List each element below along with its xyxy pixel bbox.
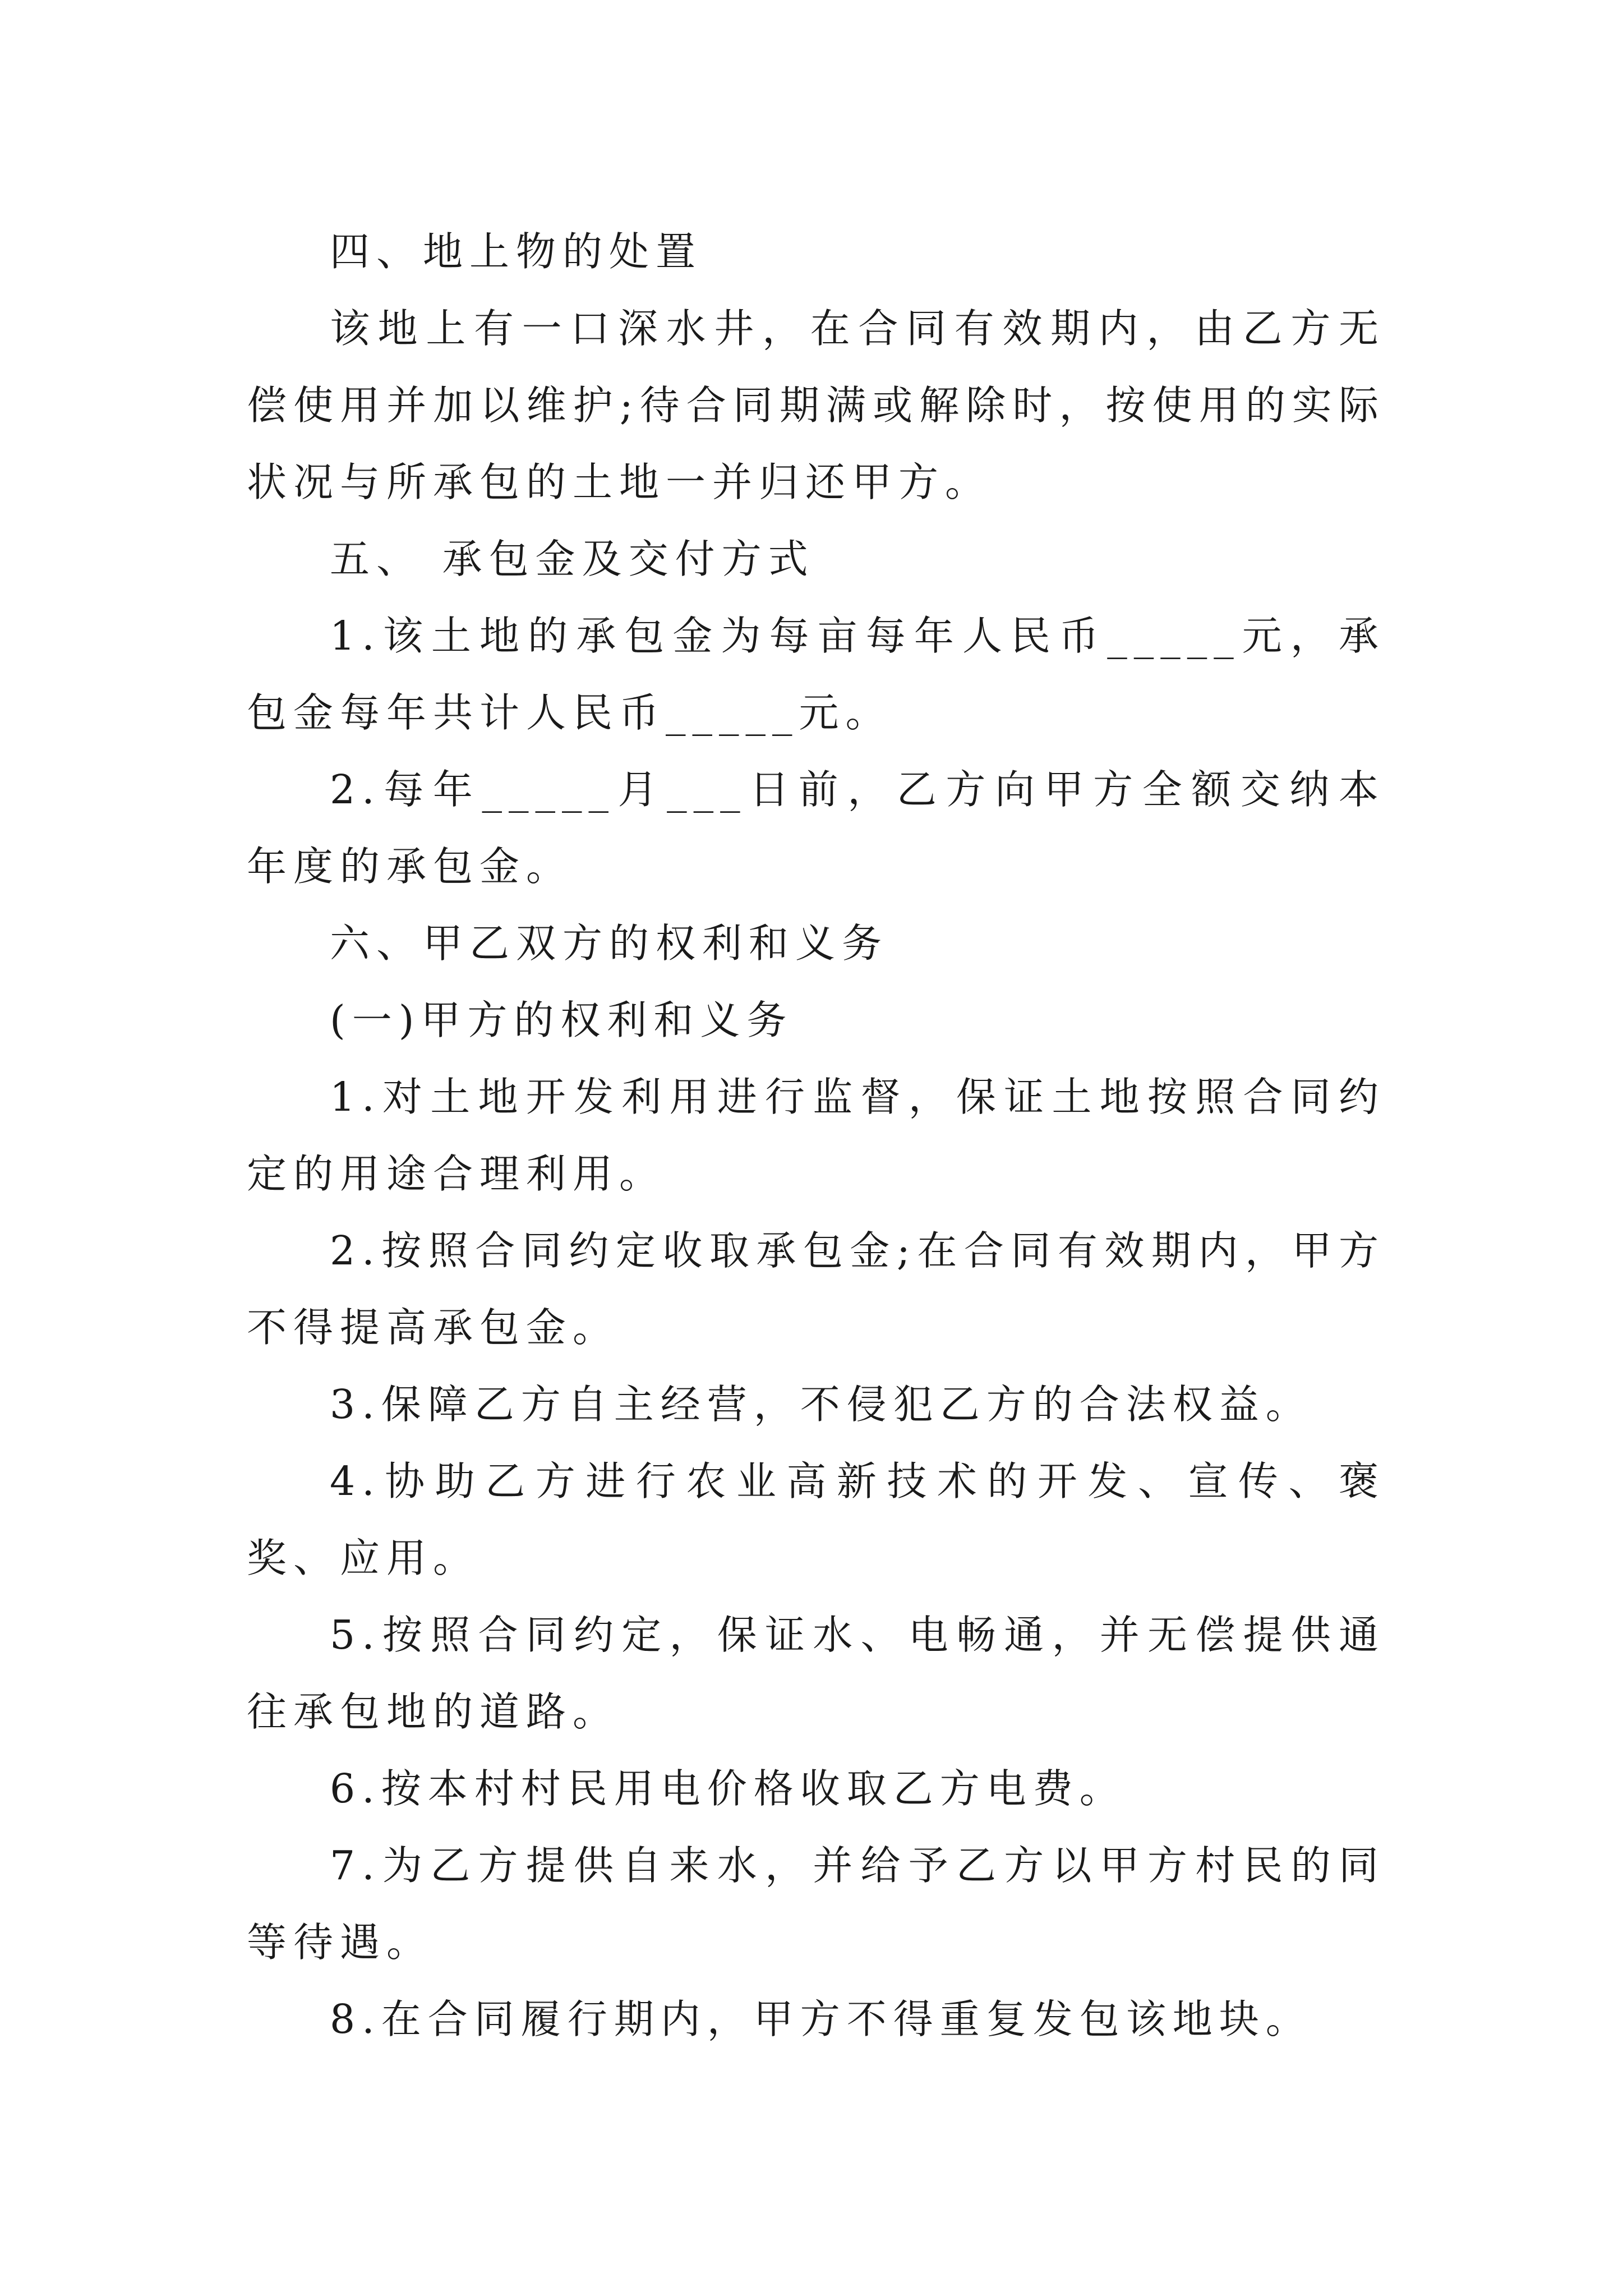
clause-5-2: 2.每年_____月___日前，乙方向甲方全额交纳本年度的承包金。 [247,766,1385,890]
clause-6-1-1: 1.对土地开发利用进行监督，保证土地按照合同约定的用途合理利用。 [247,1074,1385,1197]
clause-6-1-2: 2.按照合同约定收取承包金;在合同有效期内，甲方不得提高承包金。 [247,1227,1385,1351]
section-heading-5: 五、 承包金及交付方式 [330,536,815,582]
clause-6-1-8: 8.在合同履行期内，甲方不得重复发包该地块。 [330,1996,1312,2042]
clause-6-1-4: 4.协助乙方进行农业高新技术的开发、宣传、褒奖、应用。 [247,1458,1385,1581]
clause-6-1-7: 7.为乙方提供自来水，并给予乙方以甲方村民的同等待遇。 [247,1842,1385,1966]
section-heading-6: 六、甲乙双方的权利和义务 [330,920,889,967]
clause-6-1-5: 5.按照合同约定，保证水、电畅通，并无偿提供通往承包地的道路。 [247,1612,1385,1735]
clause-6-1-6: 6.按本村村民用电价格收取乙方电费。 [330,1765,1126,1812]
section-heading-4: 四、地上物的处置 [330,228,703,275]
paragraph-well-disposal: 该地上有一口深水井，在合同有效期内，由乙方无偿使用并加以维护;待合同期满或解除时，按使用的实际状况与所承包的土地一并归还甲方。 [247,305,1385,505]
clause-6-1-3: 3.保障乙方自主经营，不侵犯乙方的合法权益。 [330,1381,1312,1428]
subsection-heading-party-a: (一)甲方的权利和义务 [330,997,794,1043]
clause-5-1: 1.该土地的承包金为每亩每年人民币_____元，承包金每年共计人民币_____元。 [247,613,1385,736]
document-body [247,213,1385,2058]
